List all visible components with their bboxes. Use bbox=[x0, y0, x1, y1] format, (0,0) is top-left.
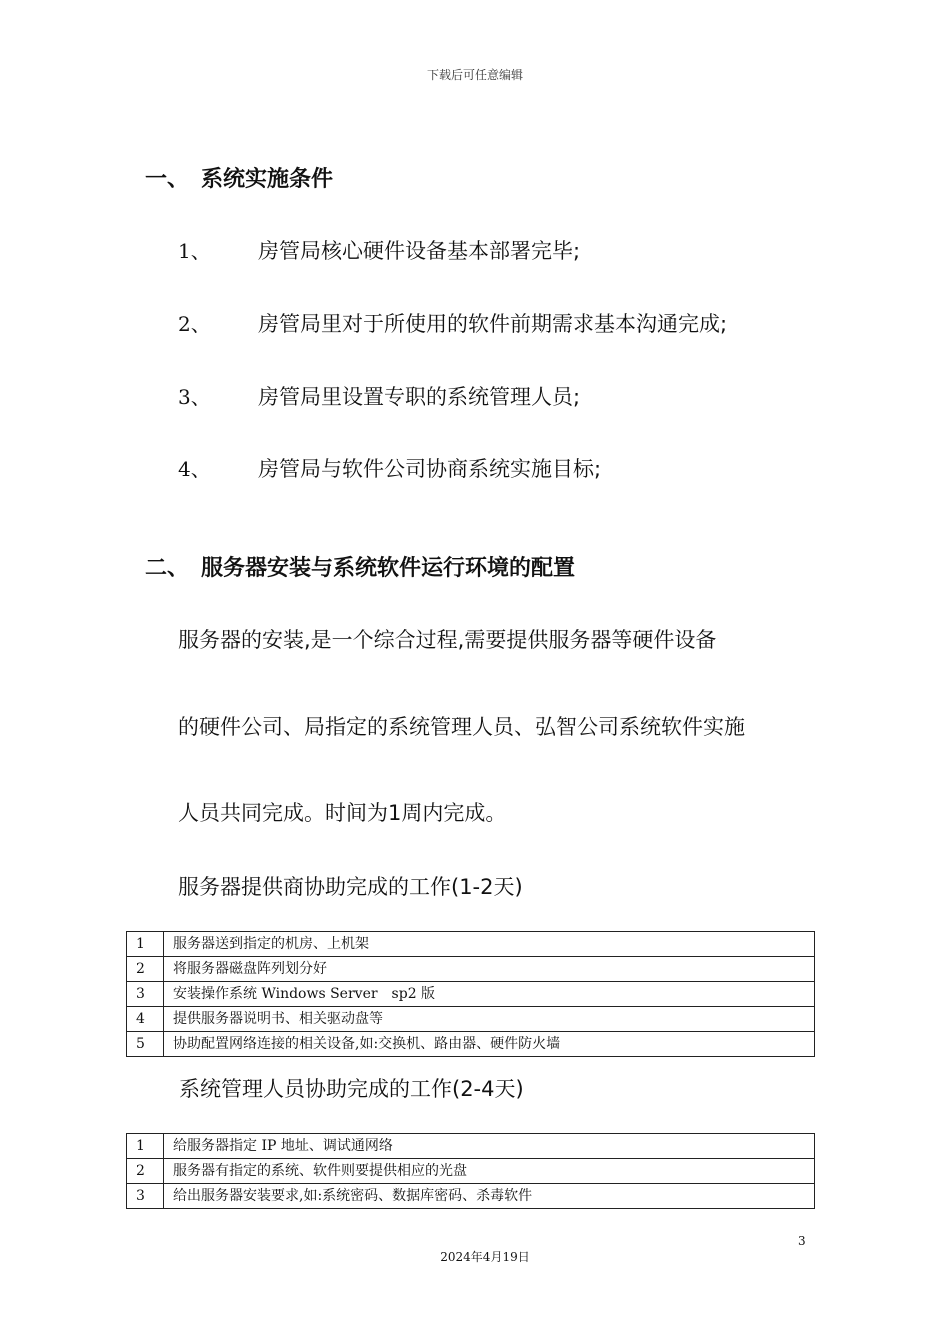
table-caption-sysadmin: 系统管理人员协助完成的工作(2-4天) bbox=[179, 1077, 524, 1101]
row-index: 3 bbox=[127, 982, 164, 1007]
row-index: 2 bbox=[127, 957, 164, 982]
table-row bbox=[127, 1032, 815, 1057]
row-index: 4 bbox=[127, 1007, 164, 1032]
condition-item-number: 4、 bbox=[178, 457, 211, 481]
server-vendor-task-table bbox=[126, 931, 815, 1057]
paragraph-line: 人员共同完成。时间为1周内完成。 bbox=[178, 801, 507, 825]
condition-item bbox=[178, 381, 580, 411]
section-number: 二、 bbox=[145, 556, 190, 581]
condition-item-number: 1、 bbox=[178, 239, 211, 263]
row-task: 提供服务器说明书、相关驱动盘等 bbox=[164, 1007, 815, 1032]
row-task: 给服务器指定 IP 地址、调试通网络 bbox=[164, 1134, 815, 1159]
row-index: 3 bbox=[127, 1184, 164, 1209]
page-number: 3 bbox=[798, 1234, 806, 1248]
row-index: 2 bbox=[127, 1159, 164, 1184]
paragraph-line: 的硬件公司、局指定的系统管理人员、弘智公司系统软件实施 bbox=[178, 715, 745, 739]
section-title: 服务器安装与系统软件运行环境的配置 bbox=[201, 556, 576, 581]
table-row bbox=[127, 932, 815, 957]
condition-item-text: 房管局里对于所使用的软件前期需求基本沟通完成; bbox=[258, 312, 728, 336]
condition-item-number: 3、 bbox=[178, 385, 211, 409]
section-title: 系统实施条件 bbox=[201, 167, 334, 192]
row-index: 1 bbox=[127, 1134, 164, 1159]
sysadmin-task-table bbox=[126, 1133, 815, 1209]
condition-item bbox=[178, 308, 727, 338]
row-task: 将服务器磁盘阵列划分好 bbox=[164, 957, 815, 982]
table-row bbox=[127, 957, 815, 982]
condition-item-text: 房管局里设置专职的系统管理人员; bbox=[258, 385, 581, 409]
table-row bbox=[127, 1134, 815, 1159]
table-row bbox=[127, 982, 815, 1007]
page-header-note: 下载后可任意编辑 bbox=[426, 68, 523, 82]
row-task: 服务器送到指定的机房、上机架 bbox=[164, 932, 815, 957]
paragraph-line: 服务器的安装,是一个综合过程,需要提供服务器等硬件设备 bbox=[178, 628, 717, 652]
section-number: 一、 bbox=[145, 167, 190, 192]
row-task: 服务器有指定的系统、软件则要提供相应的光盘 bbox=[164, 1159, 815, 1184]
row-task: 给出服务器安装要求,如:系统密码、数据库密码、杀毒软件 bbox=[164, 1184, 815, 1209]
row-index: 1 bbox=[127, 932, 164, 957]
condition-item-number: 2、 bbox=[178, 312, 211, 336]
section-heading-2 bbox=[145, 551, 575, 582]
footer-date: 2024年4月19日 bbox=[440, 1250, 530, 1264]
condition-item-text: 房管局核心硬件设备基本部署完毕; bbox=[258, 239, 581, 263]
table-row bbox=[127, 1184, 815, 1209]
row-task: 安装操作系统 Windows Server sp2 版 bbox=[164, 982, 815, 1007]
table-caption-server-vendor: 服务器提供商协助完成的工作(1-2天) bbox=[178, 875, 523, 899]
section-heading-1 bbox=[145, 162, 333, 193]
condition-item bbox=[178, 235, 580, 265]
condition-item-text: 房管局与软件公司协商系统实施目标; bbox=[258, 457, 602, 481]
table-row bbox=[127, 1007, 815, 1032]
row-task: 协助配置网络连接的相关设备,如:交换机、路由器、硬件防火墙 bbox=[164, 1032, 815, 1057]
row-index: 5 bbox=[127, 1032, 164, 1057]
condition-item bbox=[178, 453, 601, 483]
table-row bbox=[127, 1159, 815, 1184]
